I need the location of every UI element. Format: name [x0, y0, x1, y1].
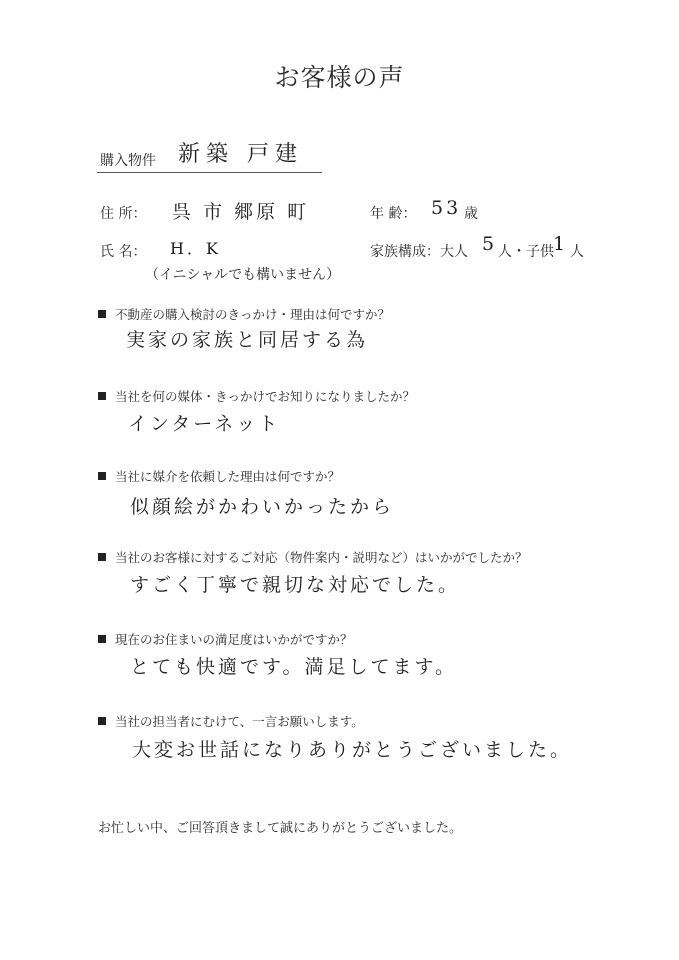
property-value: 新築 戸建 — [178, 142, 303, 167]
question-3 — [98, 467, 340, 485]
question-text: 不動産の購入検討のきっかけ・理由は何ですか？ — [115, 307, 391, 322]
question-5 — [98, 630, 353, 648]
bullet-icon — [98, 635, 106, 643]
answer-5: とても快適です。満足してます。 — [130, 656, 457, 678]
age-unit: 歳 — [464, 206, 478, 222]
address-value: 呉 市 郷原 町 — [172, 201, 310, 223]
page-title: お客様の声 — [274, 63, 405, 92]
family-adults: 5 — [482, 233, 498, 255]
question-1 — [98, 305, 390, 323]
age-label: 年 齢： — [370, 206, 417, 222]
question-text: 当社を何の媒体・きっかけでお知りになりましたか？ — [115, 389, 416, 404]
family-label: 家族構成：大人 — [370, 244, 468, 260]
age-value: 53 — [431, 197, 462, 219]
question-text: 現在のお住まいの満足度はいかがですか？ — [115, 632, 353, 647]
question-text: 当社のお客様に対するご対応（物件案内・説明など）はいかがでしたか？ — [115, 550, 528, 565]
question-text: 当社に媒介を依頼した理由は何ですか？ — [115, 469, 341, 484]
answer-3: 似顔絵がかわいかったから — [130, 496, 395, 518]
answer-4: すごく丁寧で親切な対応でした。 — [130, 574, 461, 596]
property-label: 購入物件 — [100, 153, 156, 169]
family-mid: 人・子供 — [498, 244, 554, 260]
answer-1: 実家の家族と同居する為 — [126, 329, 369, 351]
name-value: H．K — [170, 239, 221, 258]
family-children: 1 — [553, 233, 569, 255]
name-label: 氏 名： — [100, 244, 147, 260]
question-6 — [98, 712, 364, 730]
closing-message: お忙しい中、ご回答頂きまして誠にありがとうございました。 — [98, 821, 463, 836]
bullet-icon — [98, 472, 106, 480]
answer-2: インターネット — [128, 413, 281, 435]
question-2 — [98, 387, 415, 405]
bullet-icon — [98, 553, 106, 561]
address-label: 住 所： — [100, 206, 147, 222]
answer-6: 大変お世話になりありがとうございました。 — [132, 739, 573, 761]
bullet-icon — [98, 717, 106, 725]
bullet-icon — [98, 392, 106, 400]
property-underline — [97, 172, 322, 173]
name-note: （イニシャルでも構いません） — [145, 267, 341, 283]
bullet-icon — [98, 310, 106, 318]
question-4 — [98, 548, 528, 566]
family-unit: 人 — [570, 244, 584, 260]
question-text: 当社の担当者にむけて、一言お願いします。 — [115, 714, 364, 729]
